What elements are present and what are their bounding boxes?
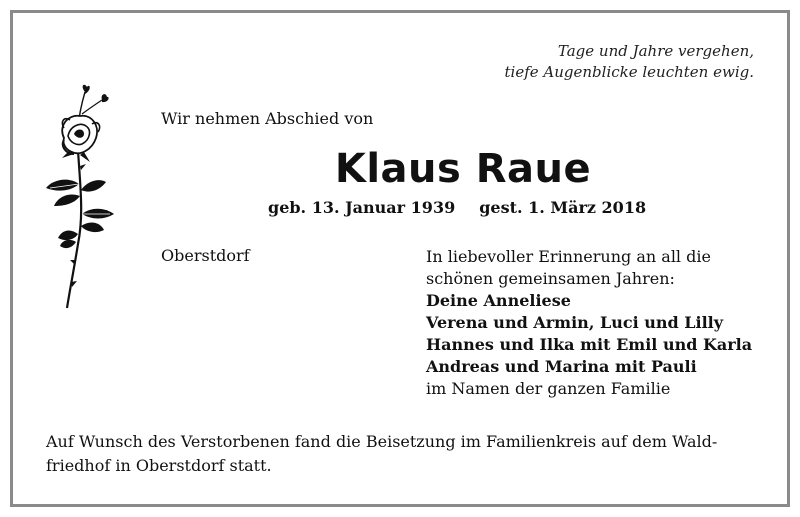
mourner-name: Verena und Armin, Luci und Lilly: [426, 313, 724, 332]
funeral-note-line-2: friedhof in Oberstdorf statt.: [46, 456, 272, 475]
mourners-closing: im Namen der ganzen Familie: [426, 379, 671, 398]
death-date: gest. 1. März 2018: [479, 198, 647, 217]
birth-date: geb. 13. Januar 1939: [268, 198, 456, 217]
rose-illustration: [40, 84, 122, 310]
quote-line-1: Tage und Jahre vergehen,: [557, 42, 754, 60]
intro-text: Wir nehmen Abschied von: [161, 109, 374, 128]
mourners-block: [426, 246, 752, 400]
life-dates: [268, 198, 646, 217]
mourner-name: Andreas und Marina mit Pauli: [426, 357, 697, 376]
mourners-intro-line-2: schönen gemeinsamen Jahren:: [426, 269, 675, 288]
mourners-intro-line-1: In liebevoller Erinnerung an all die: [426, 247, 711, 266]
mourner-name: Hannes und Ilka mit Emil und Karla: [426, 335, 753, 354]
deceased-name: Klaus Raue: [334, 146, 592, 192]
quote-line-2: tiefe Augenblicke leuchten ewig.: [504, 63, 754, 81]
quote: [505, 41, 754, 83]
funeral-note: [46, 430, 717, 478]
place: Oberstdorf: [161, 246, 250, 265]
mourner-name: Deine Anneliese: [426, 291, 571, 310]
funeral-note-line-1: Auf Wunsch des Verstorbenen fand die Beisetzung im Familienkreis auf dem Wald-: [46, 432, 718, 451]
